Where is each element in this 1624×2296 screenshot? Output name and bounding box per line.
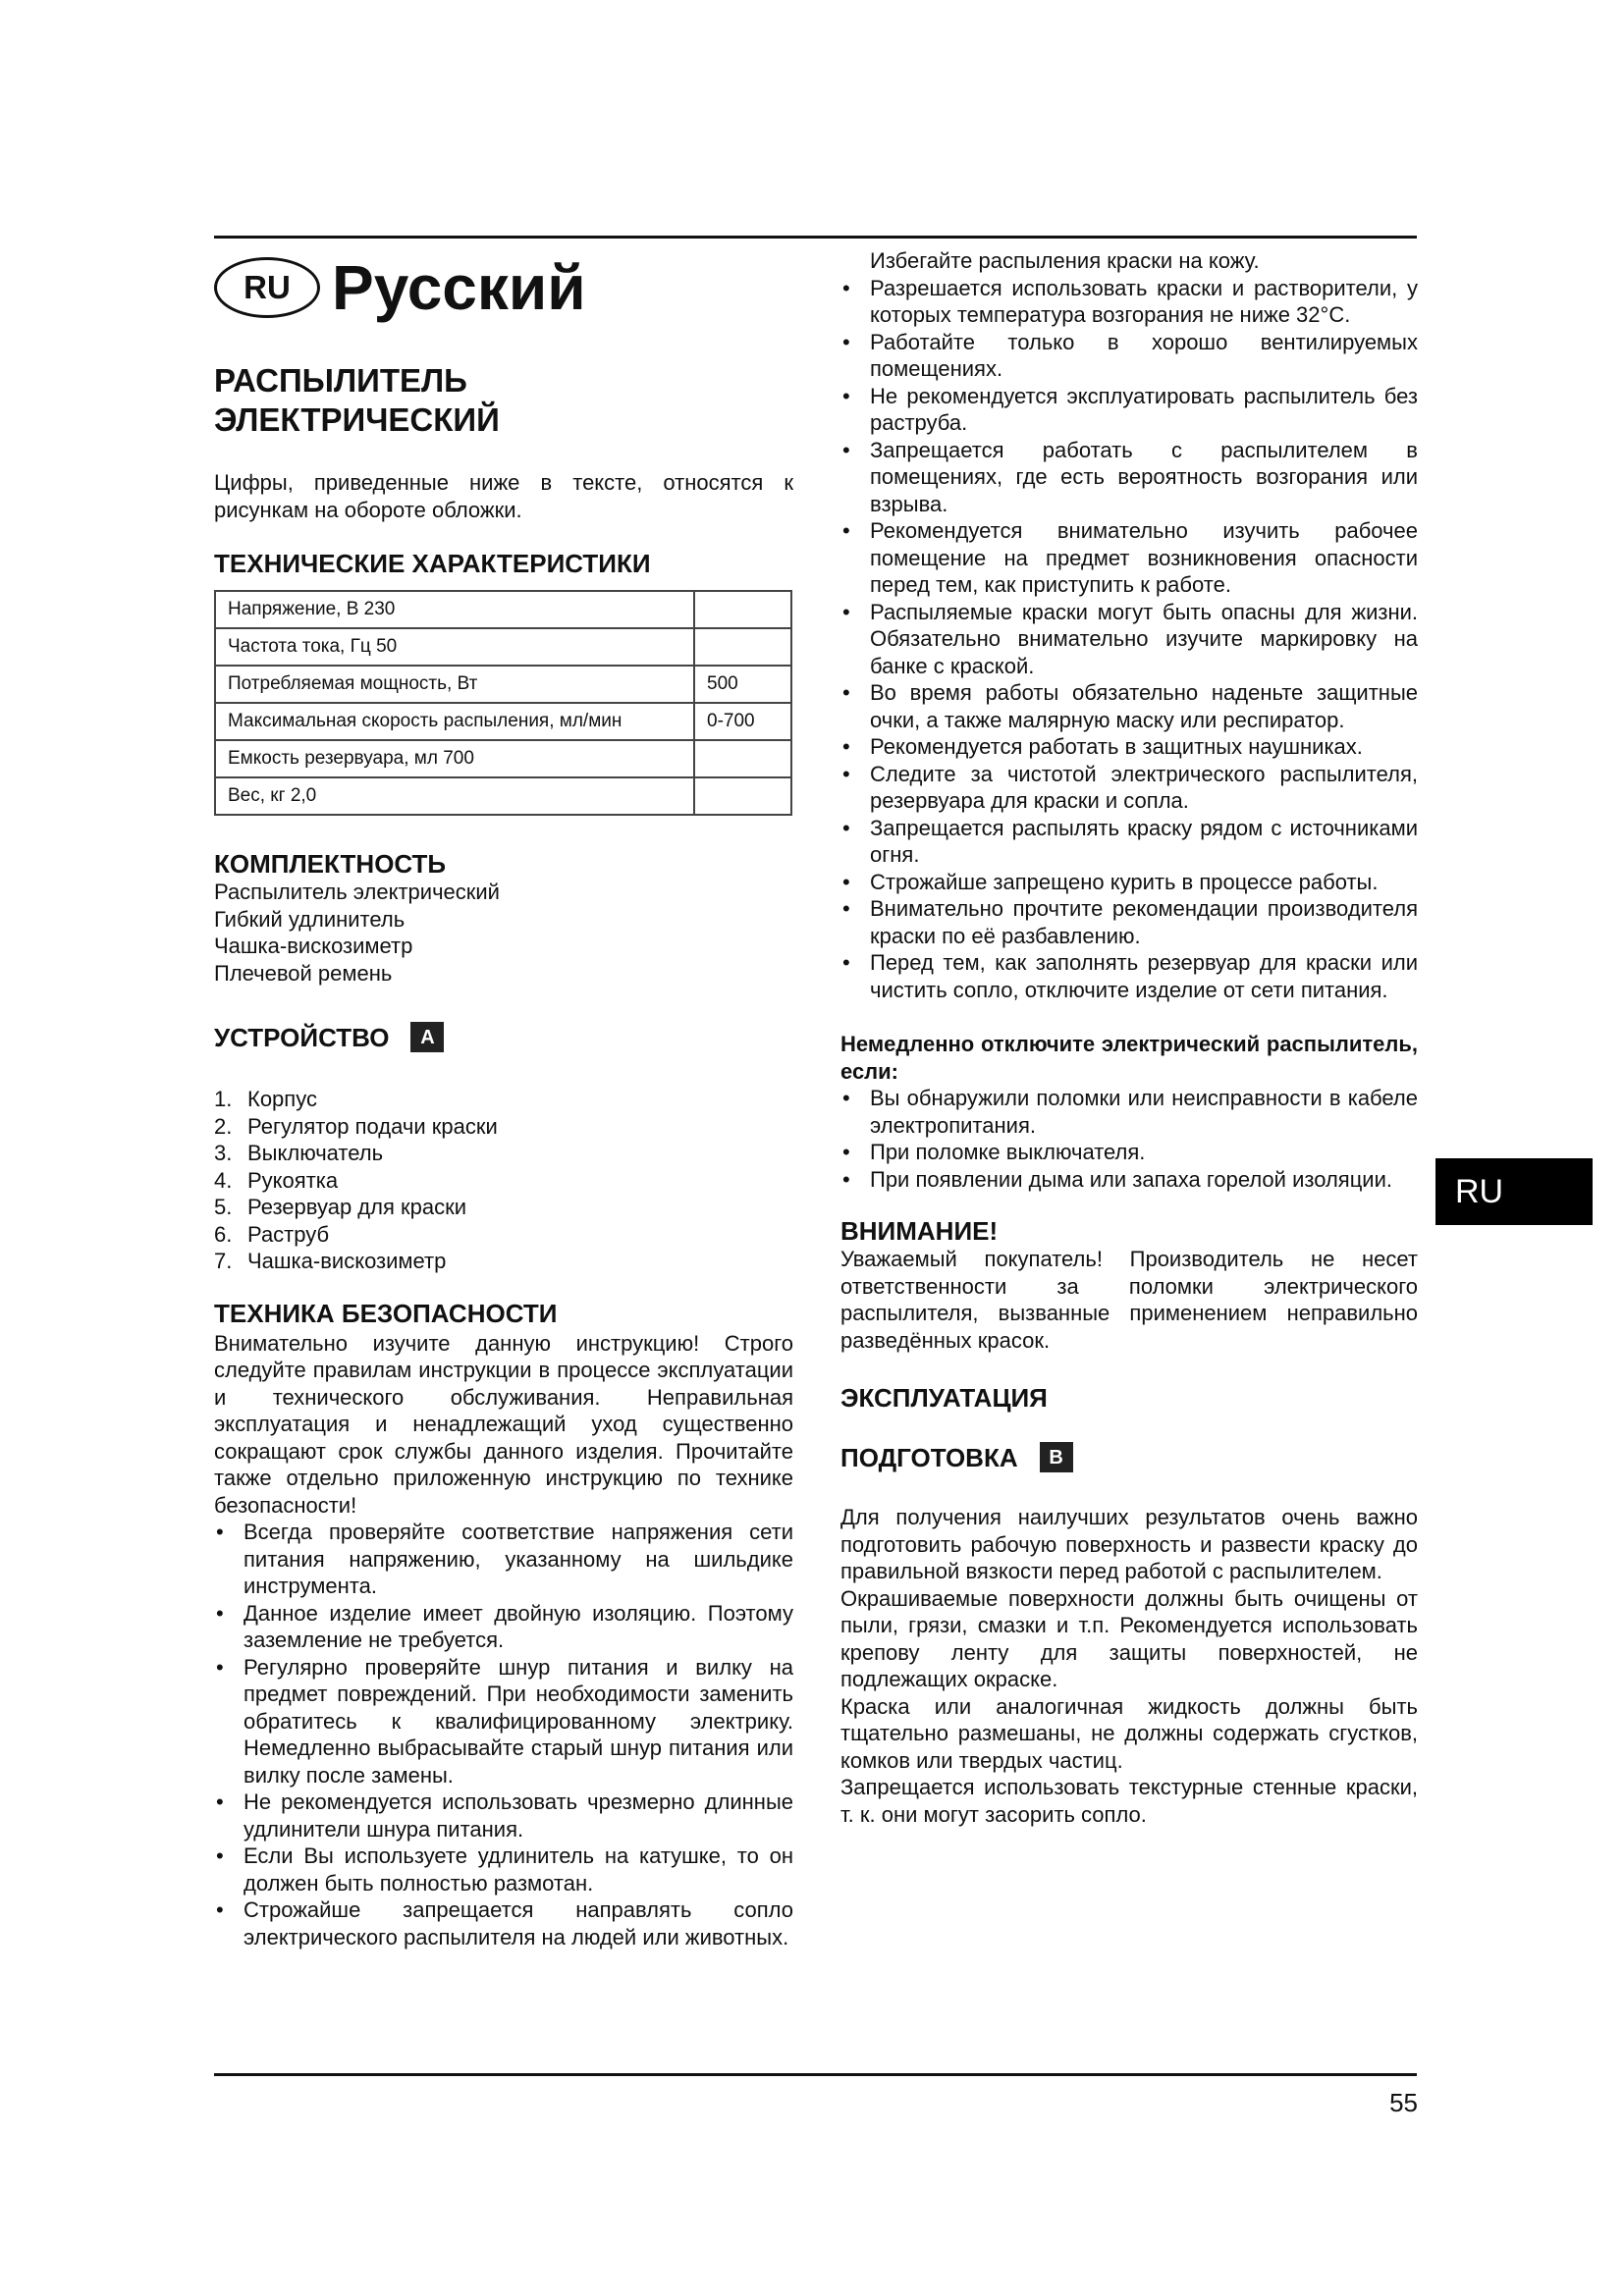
figure-letter-b: B — [1040, 1442, 1073, 1472]
list-item: 2. Регулятор подачи краски — [214, 1113, 498, 1139]
safety-bullets-left — [214, 1519, 793, 1950]
list-item: 5. Резервуар для краски — [214, 1195, 467, 1219]
list-item: • Запрещается работать с распылителем в помещениях, где есть вероятность возгорания или взрыва. — [840, 437, 1418, 518]
list-item: 3. Выключатель — [214, 1141, 384, 1165]
product-title-line: ЭЛЕКТРИЧЕСКИЙ — [214, 401, 500, 438]
spec-value — [694, 777, 791, 815]
list-item: 1. Корпус — [214, 1087, 317, 1111]
list-item: • Если Вы используете удлинитель на катушке, то он должен быть полностью размотан. — [214, 1842, 793, 1896]
list-item: • Перед тем, как заполнять резервуар для краски или чистить сопло, отключите изделие от сети питания. — [840, 949, 1418, 1003]
list-item: • Рекомендуется работать в защитных наушниках. — [840, 733, 1418, 761]
shutdown-bullets — [840, 1085, 1418, 1193]
device-heading-text: УСТРОЙСТВО — [214, 1022, 390, 1052]
list-item: 4. Рукоятка — [214, 1167, 339, 1193]
intro-text: Цифры, приведенные ниже в тексте, относятся к рисункам на обороте обложки. — [214, 470, 793, 522]
spec-value: 0-700 — [694, 703, 791, 740]
attention-heading: ВНИМАНИЕ! — [840, 1216, 999, 1246]
list-item: • При поломке выключателя. — [840, 1139, 1418, 1166]
paragraph: Краска или аналогичная жидкость должны быть тщательно размешаны, не должны содержать сгустков, комков или твердых частиц. — [840, 1693, 1418, 1773]
language-title: Русский — [332, 251, 586, 323]
paragraph: Запрещается использовать текстурные стенные краски, т. к. они могут засорить сопло. — [840, 1775, 1418, 1827]
table-row — [215, 628, 791, 666]
list-item: • При появлении дыма или запаха горелой изоляции. — [840, 1166, 1418, 1194]
language-badge: RU — [214, 257, 320, 318]
spec-label: Максимальная скорость распыления, мл/мин — [215, 703, 694, 740]
list-item: • Всегда проверяйте соответствие напряжения сети питания напряжению, указанному на шильдике инструмента. — [214, 1519, 793, 1600]
table-row — [215, 703, 791, 740]
spec-label: Напряжение, В 230 — [215, 591, 694, 628]
spec-label: Емкость резервуара, мл 700 — [215, 740, 694, 777]
preparation-text — [840, 1504, 1418, 1828]
page-number: 55 — [1389, 2088, 1418, 2117]
list-item: • Строжайше запрещается направлять сопло электрического распылителя на людей или животных. — [214, 1896, 793, 1950]
list-item: • Вы обнаружили поломки или неисправности в кабеле электропитания. — [840, 1085, 1418, 1139]
list-item: • Регулярно проверяйте шнур питания и вилку на предмет повреждений. При необходимости заменить обратитесь к квалифицированному электрику. Немедленно выбрасывайте старый шнур питания или вилку после замены. — [214, 1654, 793, 1789]
spec-label: Вес, кг 2,0 — [215, 777, 694, 815]
preparation-heading — [840, 1442, 1418, 1472]
specs-heading: ТЕХНИЧЕСКИЕ ХАРАКТЕРИСТИКИ — [214, 549, 651, 578]
list-item: • Работайте только в хорошо вентилируемых помещениях. — [840, 329, 1418, 383]
spec-value: 500 — [694, 666, 791, 703]
safety-bullets-right — [840, 275, 1418, 1004]
parts-list — [214, 1086, 793, 1275]
figure-letter-a: A — [410, 1022, 444, 1052]
paragraph: Для получения наилучших результатов очень важно подготовить рабочую поверхность и развести краску до правильной вязкости перед работой с распылителем. — [840, 1505, 1418, 1583]
specs-table — [214, 590, 792, 816]
language-side-tab: RU — [1435, 1158, 1593, 1225]
spec-value — [694, 591, 791, 628]
table-row — [215, 591, 791, 628]
list-item: • Запрещается распылять краску рядом с источниками огня. — [840, 815, 1418, 869]
kit-item: Гибкий удлинитель — [214, 906, 406, 932]
list-item: • Не рекомендуется эксплуатировать распылитель без раструба. — [840, 383, 1418, 437]
product-title — [214, 361, 793, 440]
language-header — [214, 250, 793, 324]
paragraph: Окрашиваемые поверхности должны быть очищены от пыли, грязи, смазки и т.п. Рекомендуется использовать крепову ленту для защиты поверхностей, не подлежащих окраске. — [840, 1585, 1418, 1691]
list-item: 6. Раструб — [214, 1221, 330, 1247]
kit-heading: КОМПЛЕКТНОСТЬ — [214, 849, 447, 879]
attention-text: Уважаемый покупатель! Производитель не несет ответственности за поломки электрического распылителя, вызванные применением неправильно разведённых красок. — [840, 1247, 1418, 1353]
table-row — [215, 777, 791, 815]
spec-value — [694, 628, 791, 666]
kit-item: Распылитель электрический — [214, 880, 500, 904]
kit-item: Чашка-вискозиметр — [214, 934, 413, 958]
list-item: • Внимательно прочтите рекомендации производителя краски по её разбавлению. — [840, 895, 1418, 949]
list-item: • Не рекомендуется использовать чрезмерно длинные удлинители шнура питания. — [214, 1789, 793, 1842]
safety-continued: Избегайте распыления краски на кожу. — [870, 248, 1260, 273]
spec-label: Потребляемая мощность, Вт — [215, 666, 694, 703]
table-row — [215, 666, 791, 703]
safety-intro: Внимательно изучите данную инструкцию! Строго следуйте правилам инструкции в процессе эксплуатации и технического обслуживания. Неправильная эксплуатация и ненадлежащий уход существенно сокращают срок службы данного изделия. Прочитайте также отдельно приложенную инструкцию по технике безопасности! — [214, 1330, 793, 1518]
kit-list — [214, 879, 793, 987]
operation-heading: ЭКСПЛУАТАЦИЯ — [840, 1383, 1048, 1413]
top-rule — [214, 236, 1417, 239]
list-item: • Рекомендуется внимательно изучить рабочее помещение на предмет возникновения опасности перед тем, как приступить к работе. — [840, 517, 1418, 599]
table-row — [215, 740, 791, 777]
product-title-line: РАСПЫЛИТЕЛЬ — [214, 362, 467, 399]
list-item: • Распыляемые краски могут быть опасны для жизни. Обязательно внимательно изучите маркировку на банке с краской. — [840, 599, 1418, 680]
list-item: 7. Чашка-вискозиметр — [214, 1249, 447, 1273]
list-item: • Следите за чистотой электрического распылителя, резервуара для краски и сопла. — [840, 761, 1418, 815]
right-column — [840, 247, 1418, 1828]
safety-heading: ТЕХНИКА БЕЗОПАСНОСТИ — [214, 1298, 558, 1328]
list-item: • Разрешается использовать краски и растворители, у которых температура возгорания не ниже 32°C. — [840, 275, 1418, 329]
left-column — [214, 250, 793, 1950]
bottom-rule — [214, 2073, 1417, 2076]
list-item: • Данное изделие имеет двойную изоляцию. Поэтому заземление не требуется. — [214, 1600, 793, 1654]
kit-item: Плечевой ремень — [214, 960, 393, 986]
shutdown-heading: Немедленно отключите электрический распылитель, если: — [840, 1032, 1418, 1084]
list-item: • Строжайше запрещено курить в процессе работы. — [840, 869, 1418, 896]
device-heading — [214, 1022, 793, 1052]
list-item: • Во время работы обязательно наденьте защитные очки, а также малярную маску или респиратор. — [840, 679, 1418, 733]
preparation-heading-text: ПОДГОТОВКА — [840, 1442, 1018, 1472]
spec-label: Частота тока, Гц 50 — [215, 628, 694, 666]
spec-value — [694, 740, 791, 777]
